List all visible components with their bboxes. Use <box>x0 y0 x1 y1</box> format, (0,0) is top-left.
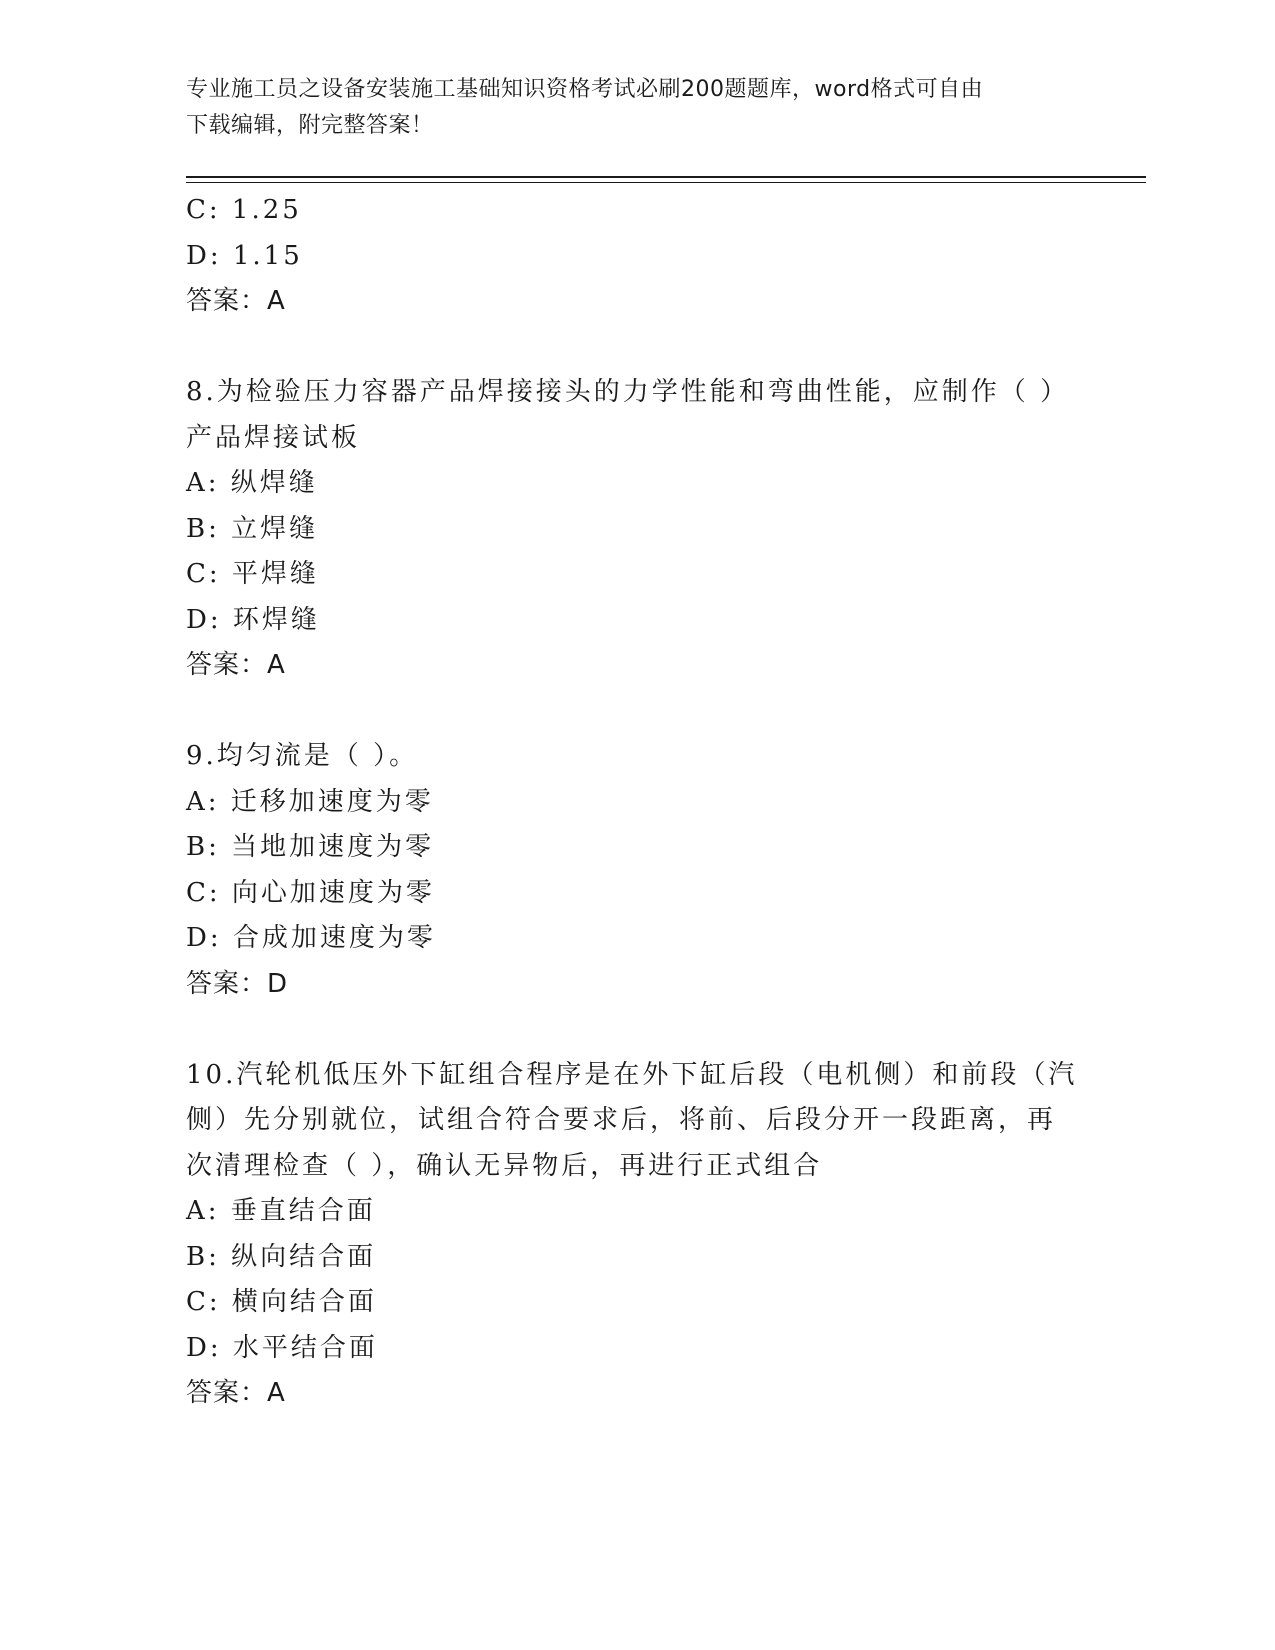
header-divider-thin <box>186 182 1146 183</box>
option-c: C: 横向结合面 <box>186 1287 377 1317</box>
spacer <box>186 325 1086 371</box>
option-d: D: 水平结合面 <box>186 1332 378 1363</box>
document-header <box>186 72 1086 144</box>
previous-question-tail <box>186 188 1086 325</box>
option-c: C: 向心加速度为零 <box>186 877 435 908</box>
question-stem-line: 10.汽轮机低压外下缸组合程序是在外下缸后段（电机侧）和前段（汽 <box>186 1059 1078 1090</box>
question-9 <box>186 734 1086 1007</box>
option-b: B: 纵向结合面 <box>186 1241 377 1272</box>
question-stem-line: 8.为检验压力容器产品焊接接头的力学性能和弯曲性能，应制作（ ） <box>186 377 1070 407</box>
option-d: D: 1.15 <box>186 240 303 271</box>
answer: 答案：D <box>186 968 289 999</box>
header-line-1: 专业施工员之设备安装施工基础知识资格考试必刷200题题库，word格式可自由 <box>186 77 984 102</box>
option-d: D: 环焊缝 <box>186 604 320 635</box>
option-a: A: 纵焊缝 <box>186 468 318 498</box>
question-stem-line: 9.均匀流是（ ）。 <box>186 741 419 771</box>
header-divider-thick <box>186 176 1146 178</box>
spacer <box>186 689 1086 735</box>
option-d: D: 合成加速度为零 <box>186 923 436 953</box>
header-line-2: 下载编辑，附完整答案！ <box>186 113 434 138</box>
option-b: B: 当地加速度为零 <box>186 832 435 862</box>
answer: 答案：A <box>186 286 286 316</box>
answer: 答案：A <box>186 650 286 680</box>
question-stem-line: 次清理检查（ ），确认无异物后，再进行正式组合 <box>186 1150 823 1181</box>
option-b: B: 立焊缝 <box>186 513 319 544</box>
question-10 <box>186 1053 1086 1417</box>
option-a: A: 垂直结合面 <box>186 1196 376 1226</box>
question-content <box>186 188 1086 1417</box>
option-c: C: 1.25 <box>186 195 302 225</box>
question-stem-line: 产品焊接试板 <box>186 422 361 453</box>
answer: 答案：A <box>186 1378 286 1408</box>
question-8 <box>186 370 1086 689</box>
spacer <box>186 1007 1086 1053</box>
question-stem-line: 侧）先分别就位，试组合符合要求后，将前、后段分开一段距离，再 <box>186 1105 1057 1135</box>
option-c: C: 平焊缝 <box>186 559 319 589</box>
option-a: A: 迁移加速度为零 <box>186 786 434 817</box>
